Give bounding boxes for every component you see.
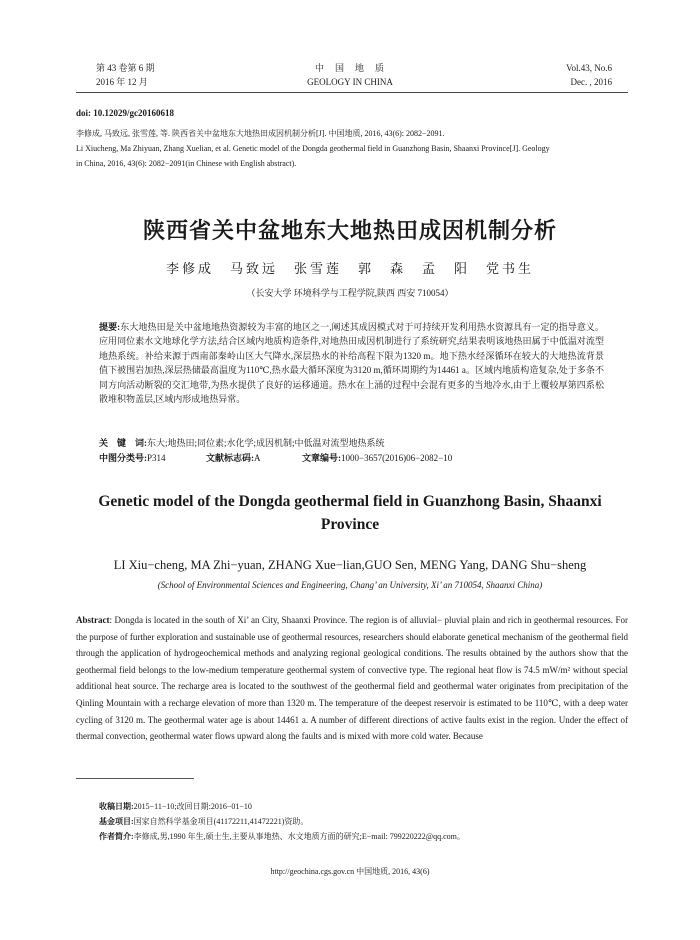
abstract-en	[76, 612, 628, 745]
header-rule	[76, 92, 628, 93]
document-code	[206, 451, 261, 464]
abstract-cn-text: 东大地热田是关中盆地地热资源较为丰富的地区之一,阐述其成因模式对于可持续开发利用热水资源具有一定的指导意义。应用同位素水文地球化学方法,结合区域内地质构造条件,对地热田成因机制进行了系统研究,结果表明该地热田属于中低温对流型地热系统。补给来源于西南部秦岭山区大气降水,深层热水的补给高程下限为1320 m。地下热水经深循环在较大的大地热流背景值下被围岩加热,深层热储最高温度为110℃,热水最大循环深度为3120 m,循环周期约为14461 a。区域内地质构造复杂,处于多条不同方向活动断裂的交汇地带,为热水提供了良好的运移通道。热水在上涌的过程中会混有更多的当地冷水,由于上覆较厚第四系松散堆积物盖层,区域内形成地热异常。	[99, 322, 604, 405]
abstract-cn	[99, 320, 604, 406]
footnote-received-text: 2015−11−10;改回日期:2016−01−10	[133, 802, 252, 811]
header-volume: 第 43 卷第 6 期	[96, 63, 155, 73]
header-journal-cn: 中 国 地 质	[314, 63, 385, 73]
article-number	[302, 451, 452, 464]
classification-label: 中图分类号:	[99, 453, 147, 463]
citation-en-line2: in China, 2016, 43(6): 2082−2091(in Chinese with English abstract).	[76, 159, 297, 168]
header-date: 2016 年 12 月	[96, 77, 148, 87]
affiliation-en: (School of Environmental Sciences and Engineering, Chang’ an University, Xi’ an 710054, Shaanxi China)	[157, 580, 543, 590]
footnote-fund-label: 基金项目:	[99, 817, 134, 826]
authors-en: LI Xiu−cheng, MA Zhi−yuan, ZHANG Xue−lian,GUO Sen, MENG Yang, DANG Shu−sheng	[113, 558, 587, 572]
title-cn: 陕西省关中盆地东大地热田成因机制分析	[142, 219, 557, 244]
keywords-cn-label: 关 键 词:	[99, 438, 147, 448]
footnote-author	[99, 831, 465, 842]
title-en: Genetic model of the Dongda geothermal field in Guanzhong Basin, Shaanxi Province	[98, 493, 602, 533]
abstract-en-label: Abstract	[76, 615, 110, 625]
page-footer[interactable]: http://geochina.cgs.gov.cn 中国地质, 2016, 43(6)	[270, 867, 430, 876]
classification-value: P314	[147, 453, 166, 463]
affiliation-cn: （长安大学 环境科学与工程学院,陕西 西安 710054）	[246, 288, 454, 298]
footnote-author-label: 作者简介:	[99, 832, 134, 841]
keywords-cn-text: 东大;地热田;同位素;水化学;成因机制;中低温对流型地热系统	[147, 438, 385, 448]
classification-number	[99, 451, 166, 464]
footnote-received-label: 收稿日期:	[99, 802, 134, 811]
authors-cn: 李修成 马致远 张雪莲 郭 森 孟 阳 党书生	[165, 261, 534, 276]
footnote-rule	[76, 778, 194, 779]
footnote-received	[99, 801, 252, 812]
footnote-fund	[99, 816, 308, 827]
footnote-author-text: 李修成,男,1990 年生,硕士生,主要从事地热、水文地质方面的研究;E−mail: 799220222@qq.com。	[133, 832, 465, 841]
document-code-label: 文献标志码:	[206, 453, 254, 463]
header-journal-en: GEOLOGY IN CHINA	[307, 77, 393, 87]
abstract-cn-label: 提要:	[99, 322, 121, 332]
doi[interactable]: doi: 10.12029/gc20160618	[76, 108, 174, 118]
document-code-value: A	[254, 453, 261, 463]
citation-cn: 李修成, 马致远, 张雪莲, 等. 陕西省关中盆地东大地热田成因机制分析[J]. 中国地质, 2016, 43(6): 2082−2091.	[76, 129, 445, 138]
article-number-label: 文章编号:	[302, 453, 341, 463]
footnote-fund-text: 国家自然科学基金项目(41172211,41472221)资助。	[133, 817, 309, 826]
abstract-en-text: : Dongda is located in the south of Xi’ an City, Shaanxi Province. The region is of alluvial− pluvial plain and rich in geothermal resources. For the purpose of further exploration and sustainable use of geothermal resources, researchers should elaborate genetical mechanism of the geothermal field through the application of hydrogeochemical methods and analyzing regional geological conditions. The results obtained by the authors show that the geothermal field belongs to the low-medium temperature geothermal system of convective type. The regional heat flow is 74.5 mW/m² without special additional heat source. The recharge area is located to the southwest of the geothermal field and geothermal water originates from precipitation of the Qinling Mountain with a recharge elevation of more than 1320 m. The temperature of the deepest reservoir is estimated to be 110℃, with a deep water cycling of 3120 m. The geothermal water age is about 14461 a. A number of different directions of active faults exist in the region. Under the effect of thermal convection, geothermal water flows upward along the faults and is mixed with more cold water. Because	[76, 615, 628, 742]
header-date-en: Dec. , 2016	[570, 77, 612, 87]
keywords-cn	[99, 436, 385, 449]
citation-en-line1: Li Xiucheng, Ma Zhiyuan, Zhang Xuelian, et al. Genetic model of the Dongda geothermal field in Guanzhong Basin, Shaanxi Province[J]. Geology	[76, 144, 550, 153]
header-volume-en: Vol.43, No.6	[566, 63, 612, 73]
article-number-value: 1000−3657(2016)06−2082−10	[341, 453, 453, 463]
